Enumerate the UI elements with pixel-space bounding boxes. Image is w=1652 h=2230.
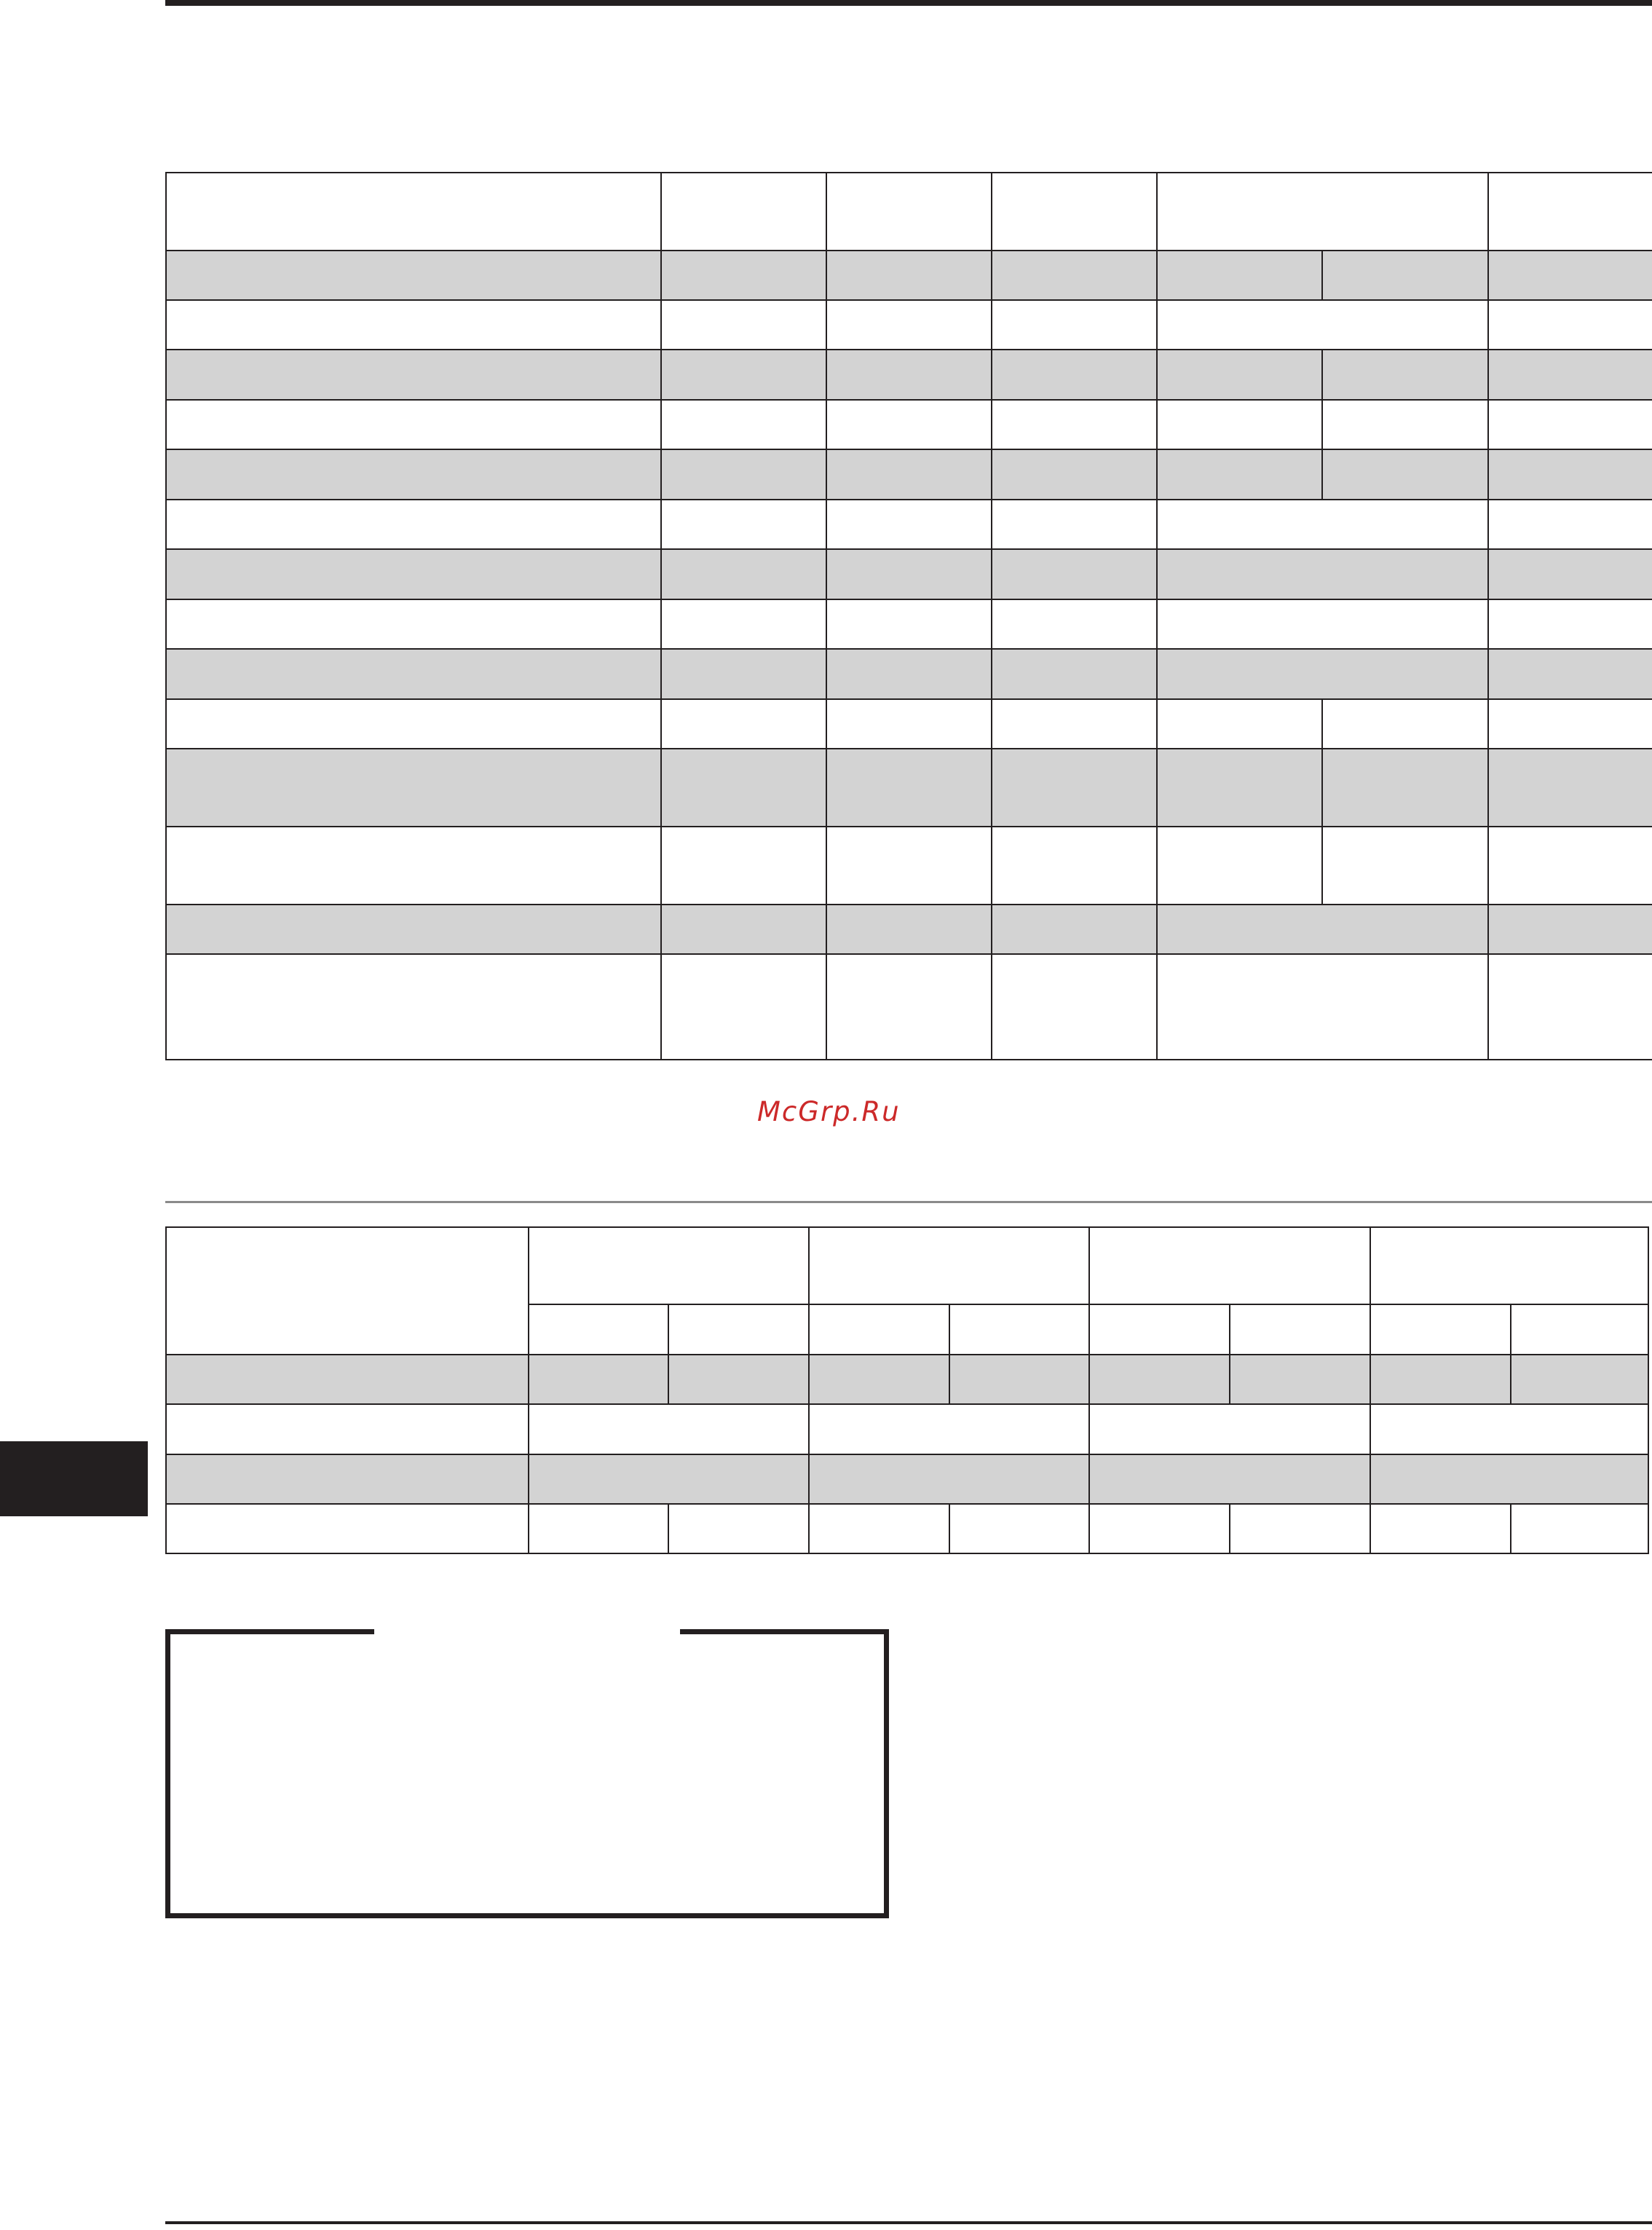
table-cell — [826, 599, 992, 649]
table-cell — [1230, 1355, 1370, 1404]
table-cell — [166, 449, 661, 500]
table-cell — [529, 1504, 668, 1553]
table-cell — [809, 1304, 949, 1355]
header-cell — [1157, 173, 1488, 251]
table-cell — [1488, 400, 1652, 449]
header-cell — [166, 1227, 529, 1355]
table-cell — [1157, 500, 1488, 549]
table-row — [166, 251, 1652, 300]
table-cell — [668, 1355, 809, 1404]
table-cell — [826, 749, 992, 827]
table-cell — [1322, 400, 1488, 449]
table-cell — [1089, 1355, 1230, 1404]
header-cell — [661, 173, 826, 251]
table-cell — [809, 1404, 1089, 1454]
table-row — [166, 1404, 1648, 1454]
table-cell — [1089, 1454, 1370, 1504]
table-cell — [1370, 1454, 1648, 1504]
table-cell — [1157, 251, 1322, 300]
table-cell — [992, 449, 1157, 500]
table-cell — [661, 549, 826, 599]
table-cell — [809, 1355, 949, 1404]
table-row — [166, 350, 1652, 400]
table-cell — [1488, 649, 1652, 699]
table-cell — [661, 300, 826, 350]
table-cell — [529, 1304, 668, 1355]
table-cell — [949, 1504, 1089, 1553]
table-row — [166, 549, 1652, 599]
comparison-table — [165, 1226, 1649, 1554]
table-cell — [1157, 954, 1488, 1060]
table-cell — [529, 1355, 668, 1404]
table-cell — [668, 1304, 809, 1355]
table-cell — [1157, 300, 1488, 350]
table-cell — [166, 599, 661, 649]
table-cell — [1488, 251, 1652, 300]
table-cell — [826, 400, 992, 449]
table-cell — [166, 549, 661, 599]
table-cell — [992, 400, 1157, 449]
table-cell — [1157, 749, 1322, 827]
table-cell — [992, 954, 1157, 1060]
table-cell — [166, 1454, 529, 1504]
note-box — [165, 1629, 889, 1918]
table-cell — [1370, 1355, 1511, 1404]
table-cell — [166, 749, 661, 827]
header-group-cell — [529, 1227, 809, 1304]
table-cell — [1511, 1304, 1648, 1355]
table-cell — [826, 699, 992, 749]
table-cell — [1157, 599, 1488, 649]
top-rule — [165, 0, 1652, 6]
table-row — [166, 1504, 1648, 1553]
table-cell — [661, 449, 826, 500]
header-cell — [1488, 173, 1652, 251]
table-cell — [992, 699, 1157, 749]
header-group-cell — [1370, 1227, 1648, 1304]
table-cell — [1322, 449, 1488, 500]
table-cell — [1488, 549, 1652, 599]
table-cell — [1157, 449, 1322, 500]
table-cell — [166, 649, 661, 699]
table-cell — [661, 905, 826, 954]
table-cell — [661, 599, 826, 649]
table-cell — [166, 1504, 529, 1553]
table-row — [166, 749, 1652, 827]
table-cell — [668, 1504, 809, 1553]
table-cell — [661, 251, 826, 300]
watermark: McGrp.Ru — [757, 1096, 901, 1127]
table-cell — [661, 350, 826, 400]
table-cell — [661, 749, 826, 827]
table-cell — [661, 699, 826, 749]
table-cell — [1488, 300, 1652, 350]
table-header-row — [166, 1227, 1648, 1304]
table-cell — [826, 449, 992, 500]
table-row — [166, 1355, 1648, 1404]
table-cell — [166, 251, 661, 300]
table-cell — [1370, 1504, 1511, 1553]
header-group-cell — [809, 1227, 1089, 1304]
table-cell — [1370, 1404, 1648, 1454]
table-cell — [1488, 905, 1652, 954]
table-cell — [1157, 827, 1322, 905]
table-cell — [166, 300, 661, 350]
table-row — [166, 300, 1652, 350]
table-cell — [1488, 599, 1652, 649]
table-cell — [1488, 449, 1652, 500]
table-row — [166, 649, 1652, 699]
table-cell — [992, 500, 1157, 549]
section-divider — [165, 1201, 1652, 1203]
table-header-row — [166, 173, 1652, 251]
table-cell — [1488, 699, 1652, 749]
table-cell — [166, 905, 661, 954]
table-cell — [1089, 1304, 1230, 1355]
table-cell — [1322, 699, 1488, 749]
table-cell — [826, 649, 992, 699]
table-row — [166, 449, 1652, 500]
table-cell — [1089, 1404, 1370, 1454]
table-cell — [166, 400, 661, 449]
table-row — [166, 905, 1652, 954]
table-cell — [992, 350, 1157, 400]
table-cell — [661, 827, 826, 905]
table-row — [166, 699, 1652, 749]
table-cell — [826, 549, 992, 599]
table-cell — [1230, 1304, 1370, 1355]
table-row — [166, 400, 1652, 449]
table-cell — [1488, 749, 1652, 827]
table-cell — [1157, 905, 1488, 954]
table-cell — [166, 699, 661, 749]
table-cell — [1511, 1355, 1648, 1404]
table-cell — [166, 1355, 529, 1404]
table-cell — [992, 649, 1157, 699]
table-cell — [992, 749, 1157, 827]
table-cell — [992, 300, 1157, 350]
table-cell — [166, 954, 661, 1060]
table-row — [166, 954, 1652, 1060]
table-cell — [1089, 1504, 1230, 1553]
table-cell — [1488, 827, 1652, 905]
table-cell — [661, 400, 826, 449]
spec-table — [165, 172, 1652, 1060]
table-cell — [1488, 500, 1652, 549]
header-cell — [166, 173, 661, 251]
table-row — [166, 1454, 1648, 1504]
table-cell — [661, 954, 826, 1060]
table-cell — [1370, 1304, 1511, 1355]
table-cell — [166, 500, 661, 549]
table-cell — [992, 905, 1157, 954]
table-cell — [826, 300, 992, 350]
table-cell — [992, 827, 1157, 905]
table-cell — [661, 500, 826, 549]
table-cell — [1511, 1504, 1648, 1553]
table-cell — [529, 1404, 809, 1454]
header-cell — [826, 173, 992, 251]
table-cell — [826, 500, 992, 549]
table-cell — [529, 1454, 809, 1504]
table-row — [166, 827, 1652, 905]
table-cell — [809, 1454, 1089, 1504]
table-cell — [1157, 549, 1488, 599]
table-cell — [1322, 251, 1488, 300]
table-cell — [826, 954, 992, 1060]
header-group-cell — [1089, 1227, 1370, 1304]
table-row — [166, 500, 1652, 549]
header-cell — [992, 173, 1157, 251]
table-cell — [1488, 350, 1652, 400]
table-cell — [661, 649, 826, 699]
table-cell — [1157, 699, 1322, 749]
table-cell — [1157, 400, 1322, 449]
table-cell — [1322, 749, 1488, 827]
table-cell — [1230, 1504, 1370, 1553]
table-cell — [992, 251, 1157, 300]
table-cell — [1488, 954, 1652, 1060]
table-cell — [166, 827, 661, 905]
table-cell — [826, 350, 992, 400]
table-cell — [992, 549, 1157, 599]
bottom-rule — [165, 2221, 1652, 2224]
table-cell — [1322, 827, 1488, 905]
section-tab-marker — [0, 1441, 148, 1516]
table-cell — [1157, 649, 1488, 699]
table-row — [166, 599, 1652, 649]
table-cell — [826, 827, 992, 905]
table-cell — [949, 1304, 1089, 1355]
table-cell — [166, 1404, 529, 1454]
table-cell — [1322, 350, 1488, 400]
table-cell — [809, 1504, 949, 1553]
table-cell — [949, 1355, 1089, 1404]
table-cell — [166, 350, 661, 400]
table-cell — [826, 905, 992, 954]
note-box-title-gap — [374, 1624, 680, 1637]
table-cell — [992, 599, 1157, 649]
table-cell — [826, 251, 992, 300]
table-cell — [1157, 350, 1322, 400]
